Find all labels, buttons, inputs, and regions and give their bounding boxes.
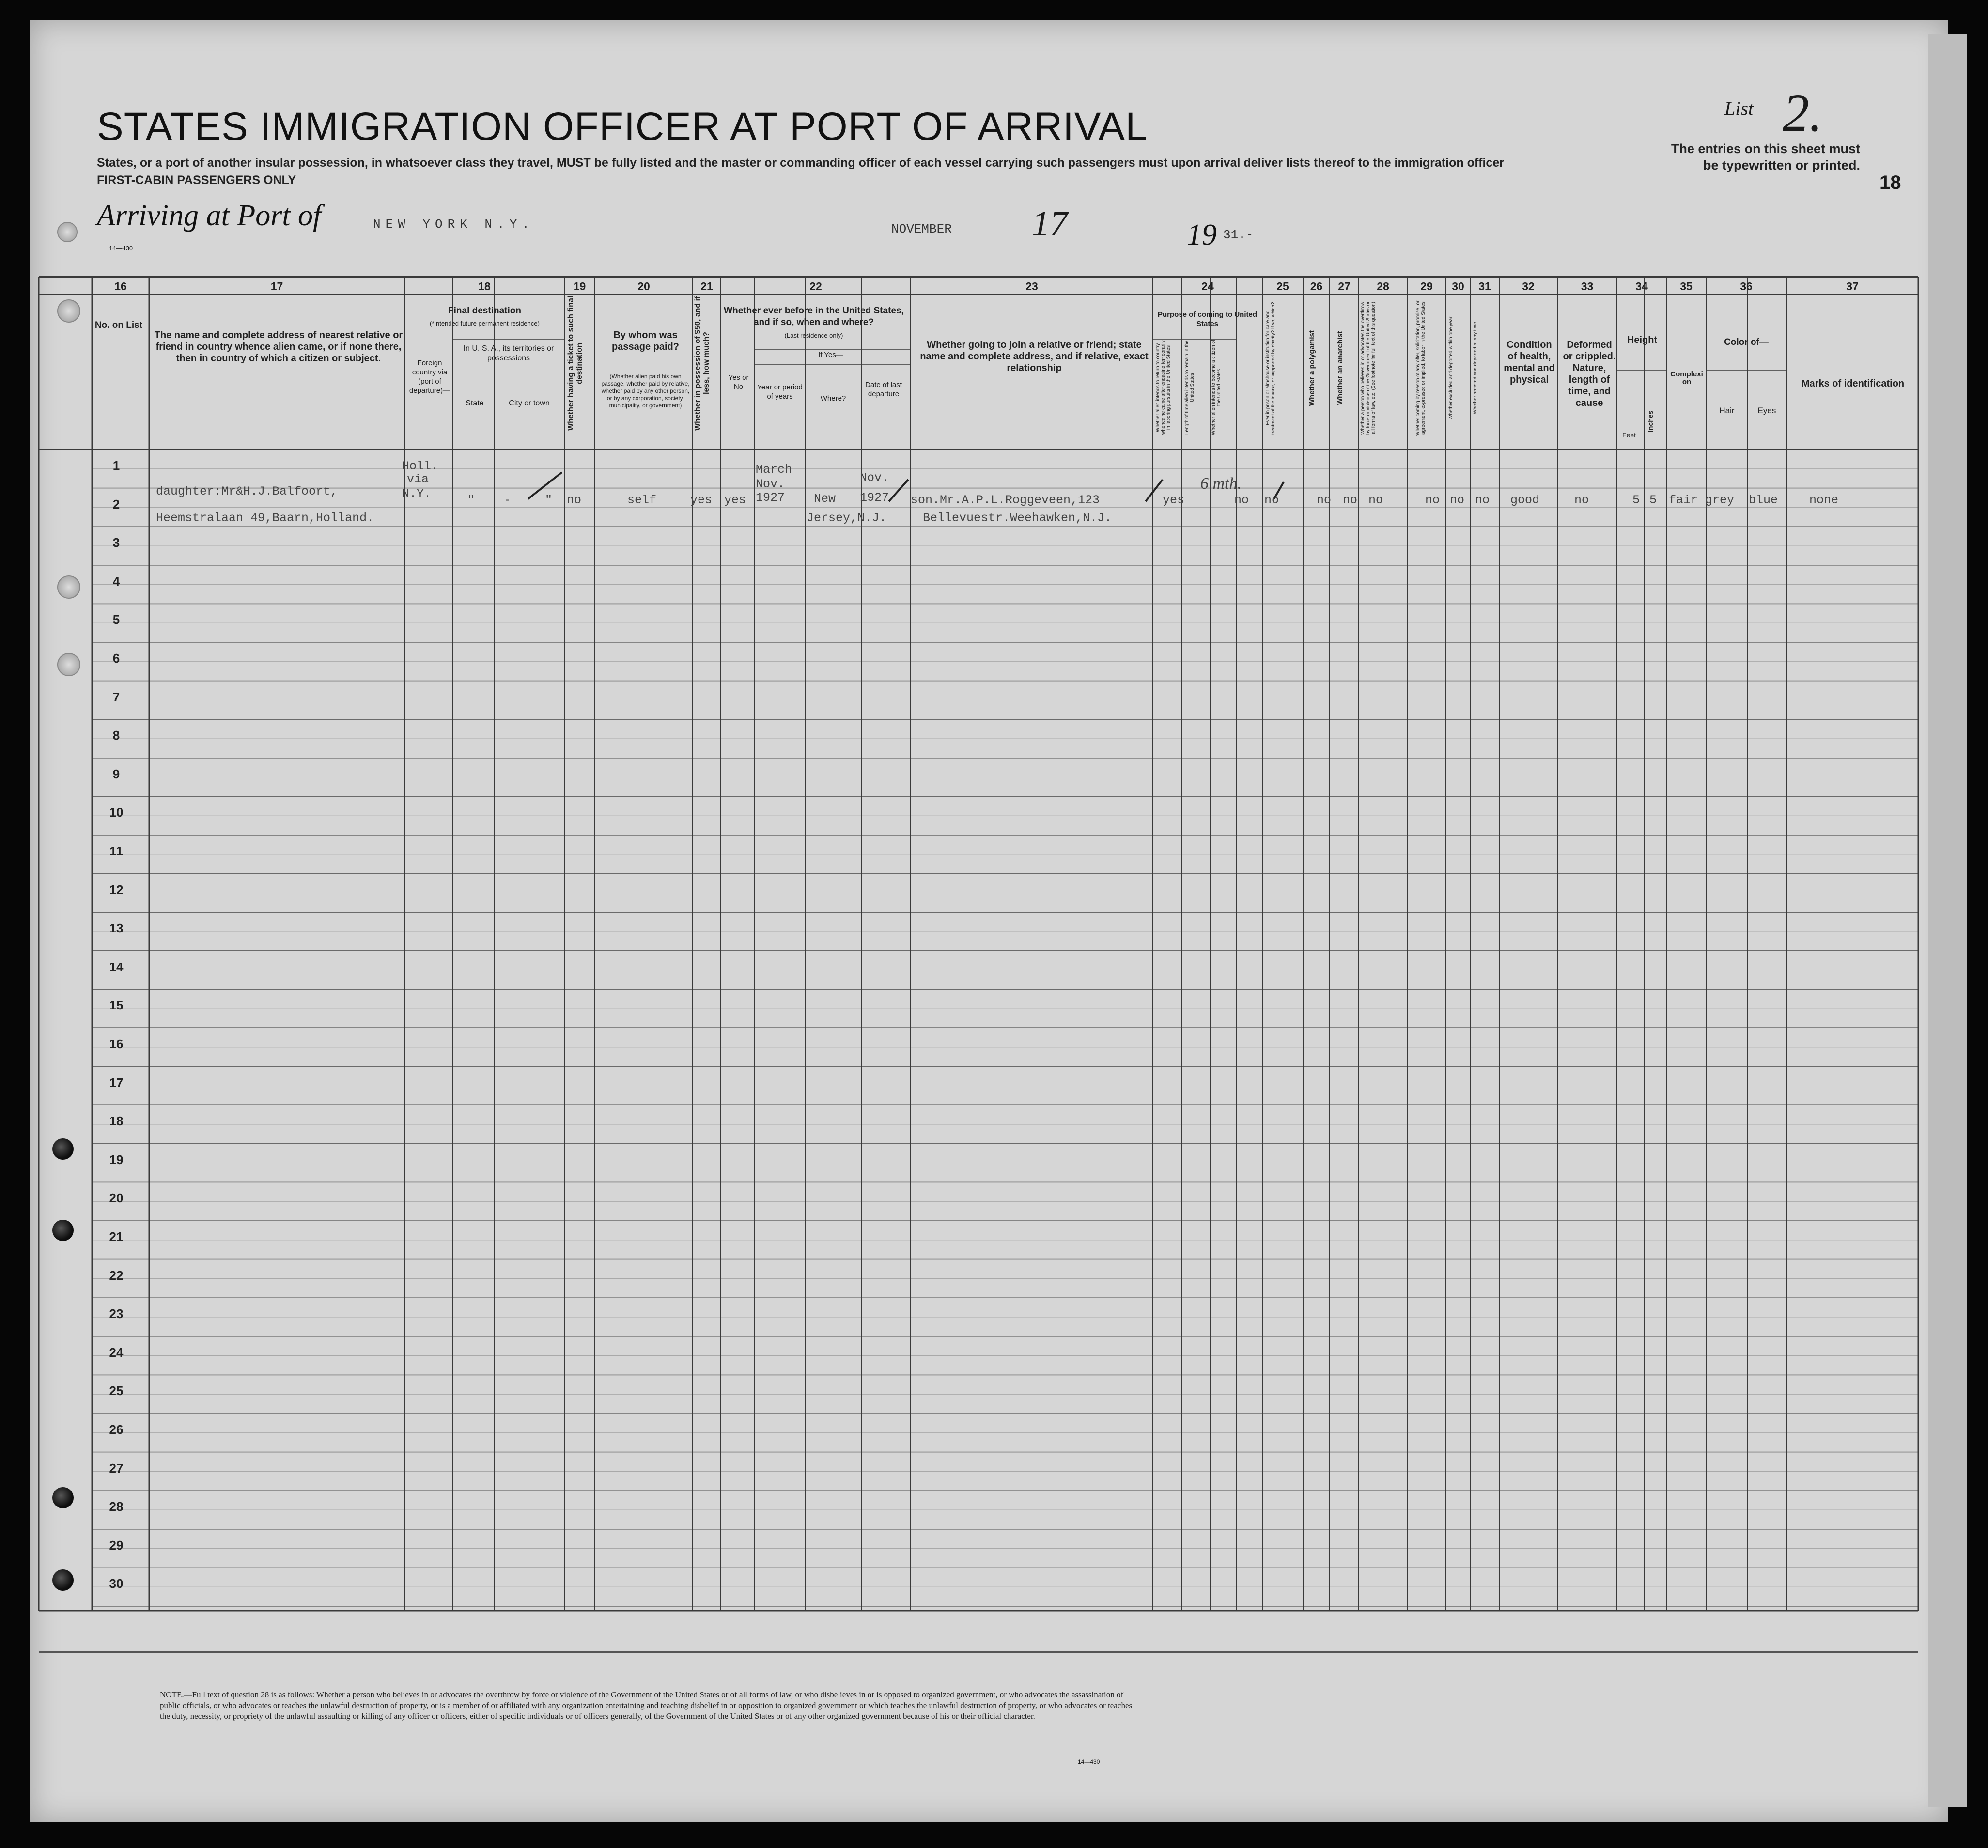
header-complexion: Complexion: [1670, 371, 1703, 386]
form-code-top: 14—430: [109, 245, 133, 252]
header-join-relative: Whether going to join a relative or friend; state name and complete address, and if relative, exact relationship: [920, 340, 1149, 373]
header-anarchist: Whether an anarchist: [1336, 331, 1344, 405]
entry-relative-line1: daughter:Mr&H.J.Balfoort,: [156, 484, 338, 498]
column-number-17: 17: [270, 280, 283, 293]
header-date-last-departure: Date of last departure: [865, 381, 902, 398]
row-number: 13: [109, 921, 124, 936]
header-arrested: Whether arrested and deported at any time: [1473, 322, 1478, 415]
column-number-35: 35: [1680, 280, 1693, 293]
column-number-34: 34: [1635, 280, 1648, 293]
header-foreign-country: Foreign country via (port of departure)—: [409, 359, 450, 395]
entry-return-intent: yes: [1163, 493, 1185, 507]
row-number: 23: [109, 1306, 124, 1321]
entry-period-line1: March: [756, 463, 792, 477]
header-inches: Inches: [1646, 410, 1654, 433]
header-purpose-return: Whether alien intends to return to country whence he came after engaging temporarily in laboring pursuits in the United States: [1155, 340, 1171, 435]
entry-excluded: no: [1450, 493, 1465, 507]
list-label: List: [1724, 97, 1754, 119]
footnote: NOTE.—Full text of question 28 is as follows: Whether a person who believes in or advocates the overthrow by force or violence of the Government of the United States or of all forms of law, or who disbelieves in or is opposed to organized government, or who advocates the assassination of public officials, or who advocates or teaches the unlawful destruction of property, or is a member of or affiliated with any organization entertaining and teaching disbelief in or opposition to organized government or which teaches the unlawful destruction of property, or who advocates or teaches the duty, necessity, or propriety of the unlawful assaulting or killing of any officer or officers, either of specific individuals or of officers generally, of the Government of the United States or of any other organized government because of his or their official character.: [160, 1690, 1133, 1721]
header-in-usa: In U. S. A., its territories or possessions: [463, 344, 554, 362]
entry-foreign-line2: via: [407, 472, 429, 486]
header-city: City or town: [509, 400, 550, 407]
header-ever-before: Whether ever before in the United States, and if so, when and where?: [724, 306, 904, 327]
punch-hole-icon: [57, 222, 78, 242]
header-excluded: Whether excluded and deported within one year: [1448, 316, 1454, 420]
column-number-18: 18: [478, 280, 491, 293]
instruction-line-1: States, or a port of another insular possession, in whatsoever class they travel, MUST be fully listed and the master or commanding officer of each vessel carrying such passengers must upon arrival deliver lists thereof to the immigration officer: [97, 156, 1504, 170]
row-number: 29: [109, 1537, 124, 1553]
column-number-30: 30: [1452, 280, 1464, 293]
entry-ever-before: yes: [724, 493, 746, 507]
header-yes-or-no: Yes or No: [728, 373, 749, 391]
header-purpose-citizen: Whether alien intends to become a citizen of the United States: [1211, 340, 1222, 435]
column-number-33: 33: [1581, 280, 1594, 293]
entry-length-stay: 6 mth.: [1200, 475, 1242, 493]
entry-marks: none: [1809, 493, 1839, 507]
entry-period-line3: 1927: [756, 491, 785, 505]
entry-inches: 5: [1649, 493, 1657, 507]
column-number-21: 21: [700, 280, 713, 293]
entry-polygamist: no: [1317, 493, 1332, 507]
column-number-28: 28: [1377, 280, 1389, 293]
entry-join-line1: son.Mr.A.P.L.Roggeveen,123: [911, 493, 1100, 507]
entry-join-line2: Bellevuestr.Weehawken,N.J.: [923, 511, 1112, 525]
row-number: 30: [109, 1576, 124, 1591]
header-state: State: [466, 400, 484, 407]
header-labor-offer: Whether coming by reason of any offer, solicitation, promise, or agreement, expressed or implied, to labor in the United States: [1415, 300, 1426, 436]
header-feet: Feet: [1622, 431, 1636, 439]
header-hair: Hair: [1719, 407, 1735, 415]
row-number: 14: [109, 959, 124, 974]
header-health: Condition of health, mental and physical: [1504, 340, 1555, 385]
header-fifty-dollars: Whether in possession of $50, and if less, how much?: [694, 296, 711, 431]
entry-eyes: blue: [1749, 493, 1778, 507]
row-number: 1: [112, 458, 120, 473]
entry-ticket-mark: ": [545, 493, 553, 507]
arrival-day: 17: [1032, 204, 1068, 244]
header-year-period: Year or period of years: [757, 383, 803, 401]
entry-where-line1: New: [814, 492, 836, 506]
header-deformed: Deformed or crippled. Nature, length of time, and cause: [1563, 340, 1616, 408]
header-passage: By whom was passage paid?: [612, 330, 679, 352]
punch-hole-icon: [57, 575, 80, 599]
entry-foreign-line1: Holl.: [402, 459, 439, 473]
list-number: 2.: [1783, 83, 1823, 142]
entry-feet: 5: [1632, 493, 1640, 507]
column-number-32: 32: [1522, 280, 1535, 293]
column-number-26: 26: [1310, 280, 1323, 293]
header-relative: The name and complete address of nearest relative or friend in country whence alien came, or if none there, then in country of which a citizen or subject.: [154, 330, 403, 364]
checkmark-icon: [1146, 480, 1163, 501]
entry-arrested: no: [1475, 493, 1490, 507]
entry-relative-line2: Heemstralaan 49,Baarn,Holland.: [156, 511, 374, 525]
column-number-22: 22: [809, 280, 822, 293]
row-number: 22: [109, 1268, 124, 1283]
page-title: STATES IMMIGRATION OFFICER AT PORT OF ARRIVAL: [97, 105, 1148, 149]
header-passage-sub: (Whether alien paid his own passage, whether paid by relative, whether paid by any other person, or by any corporation, society, municipality, or government): [601, 373, 690, 409]
entry-city: -: [504, 493, 512, 507]
row-number: 2: [112, 497, 120, 512]
row-number: 3: [112, 535, 120, 550]
sheet-number: 18: [1879, 172, 1901, 193]
punch-hole-icon: [52, 1220, 74, 1241]
header-purpose: Purpose of coming to United States: [1158, 311, 1257, 328]
row-number: 5: [112, 612, 120, 627]
arrival-port: NEW YORK N.Y.: [373, 217, 534, 232]
row-number: 17: [109, 1075, 124, 1090]
header-no-on-list: No. on List: [94, 320, 143, 330]
instruction-line-2: FIRST-CABIN PASSENGERS ONLY: [97, 173, 296, 187]
row-number: 18: [109, 1114, 124, 1129]
checkmark-icon: [528, 472, 562, 499]
punch-hole-icon: [52, 1138, 74, 1160]
punch-hole-icon: [57, 653, 80, 676]
header-final-destination: Final destination: [448, 306, 521, 316]
punch-hole-icon: [57, 299, 80, 323]
entry-where-line2: Jersey,N.J.: [807, 511, 887, 525]
header-marks: Marks of identification: [1801, 378, 1905, 389]
entry-departure-line1: Nov.: [860, 471, 889, 485]
entry-labor-offer: no: [1425, 493, 1440, 507]
row-number: 16: [109, 1037, 124, 1051]
row-number: 15: [109, 998, 124, 1013]
column-number-36: 36: [1740, 280, 1753, 293]
column-number-19: 19: [573, 280, 586, 293]
entry-passage-paid: self: [627, 493, 657, 507]
row-number: 4: [112, 574, 120, 589]
punch-hole-icon: [52, 1569, 74, 1591]
row-number: 9: [112, 766, 120, 781]
row-number: 19: [109, 1152, 124, 1167]
column-number-37: 37: [1846, 280, 1859, 293]
header-overthrow: Whether a person who believes in or advocates the overthrow by force or violence of the Government of the United States or all forms of law, etc. (See footnote for full text of this question): [1360, 301, 1376, 435]
punch-hole-icon: [52, 1487, 74, 1508]
row-number: 25: [109, 1383, 124, 1398]
arriving-label: Arriving at Port of: [97, 199, 322, 232]
header-color-of: Color of—: [1724, 337, 1769, 347]
entry-health: good: [1510, 493, 1540, 507]
entry-anarchist: no: [1343, 493, 1358, 507]
row-number: 28: [109, 1499, 124, 1514]
arrival-year-prefix: 19: [1187, 218, 1217, 251]
row-number: 21: [109, 1229, 124, 1244]
arrival-month: NOVEMBER: [891, 222, 952, 236]
column-number-27: 27: [1338, 280, 1351, 293]
row-number: 20: [109, 1191, 124, 1206]
entry-state: ": [467, 493, 475, 507]
header-purpose-length: Length of time alien intends to remain in the United States: [1184, 341, 1195, 435]
row-number: 11: [109, 844, 123, 858]
row-number: 10: [109, 805, 124, 820]
entry-foreign-line3: N.Y.: [402, 487, 432, 501]
header-where: Where?: [820, 395, 846, 403]
row-number: 12: [109, 882, 124, 897]
header-polygamist: Whether a polygamist: [1308, 330, 1316, 406]
arrival-year-suffix: 31.-: [1223, 228, 1254, 242]
checkmark-icon: [889, 480, 908, 501]
entry-period-line2: Nov.: [756, 477, 785, 491]
entry-ticket: no: [567, 493, 582, 507]
row-number: 24: [109, 1345, 124, 1360]
row-number: 26: [109, 1422, 124, 1437]
header-height: Height: [1627, 335, 1658, 345]
row-number: 27: [109, 1460, 124, 1475]
header-final-destination-sub: (*Intended future permanent residence): [430, 320, 540, 327]
entries-note-1: The entries on this sheet must: [1671, 141, 1860, 156]
entry-deformed: no: [1574, 493, 1589, 507]
checkmark-icon: [1274, 482, 1284, 499]
form-code-bottom: 14—430: [1078, 1758, 1100, 1765]
row-number: 7: [112, 689, 120, 704]
entries-note-2: be typewritten or printed.: [1703, 158, 1860, 172]
row-number: 6: [112, 651, 120, 666]
entry-hair: grey: [1705, 493, 1735, 507]
column-number-23: 23: [1025, 280, 1038, 293]
entry-become-citizen: no: [1234, 493, 1249, 507]
header-ticket: Whether having a ticket to such final destination: [567, 295, 584, 431]
entry-complexion: fair: [1669, 493, 1698, 507]
column-number-29: 29: [1420, 280, 1433, 293]
header-prison: Ever in prison or almshouse or institution for care and treatment of the insane, or supported by charity? If so, which?: [1265, 302, 1276, 435]
entry-has-50: yes: [690, 493, 713, 507]
entry-overthrow: no: [1368, 493, 1383, 507]
column-number-25: 25: [1276, 280, 1289, 293]
entry-departure-line2: 1927: [860, 491, 889, 505]
column-number-31: 31: [1478, 280, 1491, 293]
header-if-yes: If Yes—: [818, 351, 843, 359]
row-number: 8: [112, 728, 120, 743]
column-number-20: 20: [637, 280, 650, 293]
column-number-16: 16: [114, 280, 127, 293]
header-last-residence: (Last residence only): [784, 332, 843, 339]
entry-prison: no: [1264, 493, 1279, 507]
column-number-24: 24: [1201, 280, 1214, 293]
header-eyes: Eyes: [1757, 407, 1776, 415]
